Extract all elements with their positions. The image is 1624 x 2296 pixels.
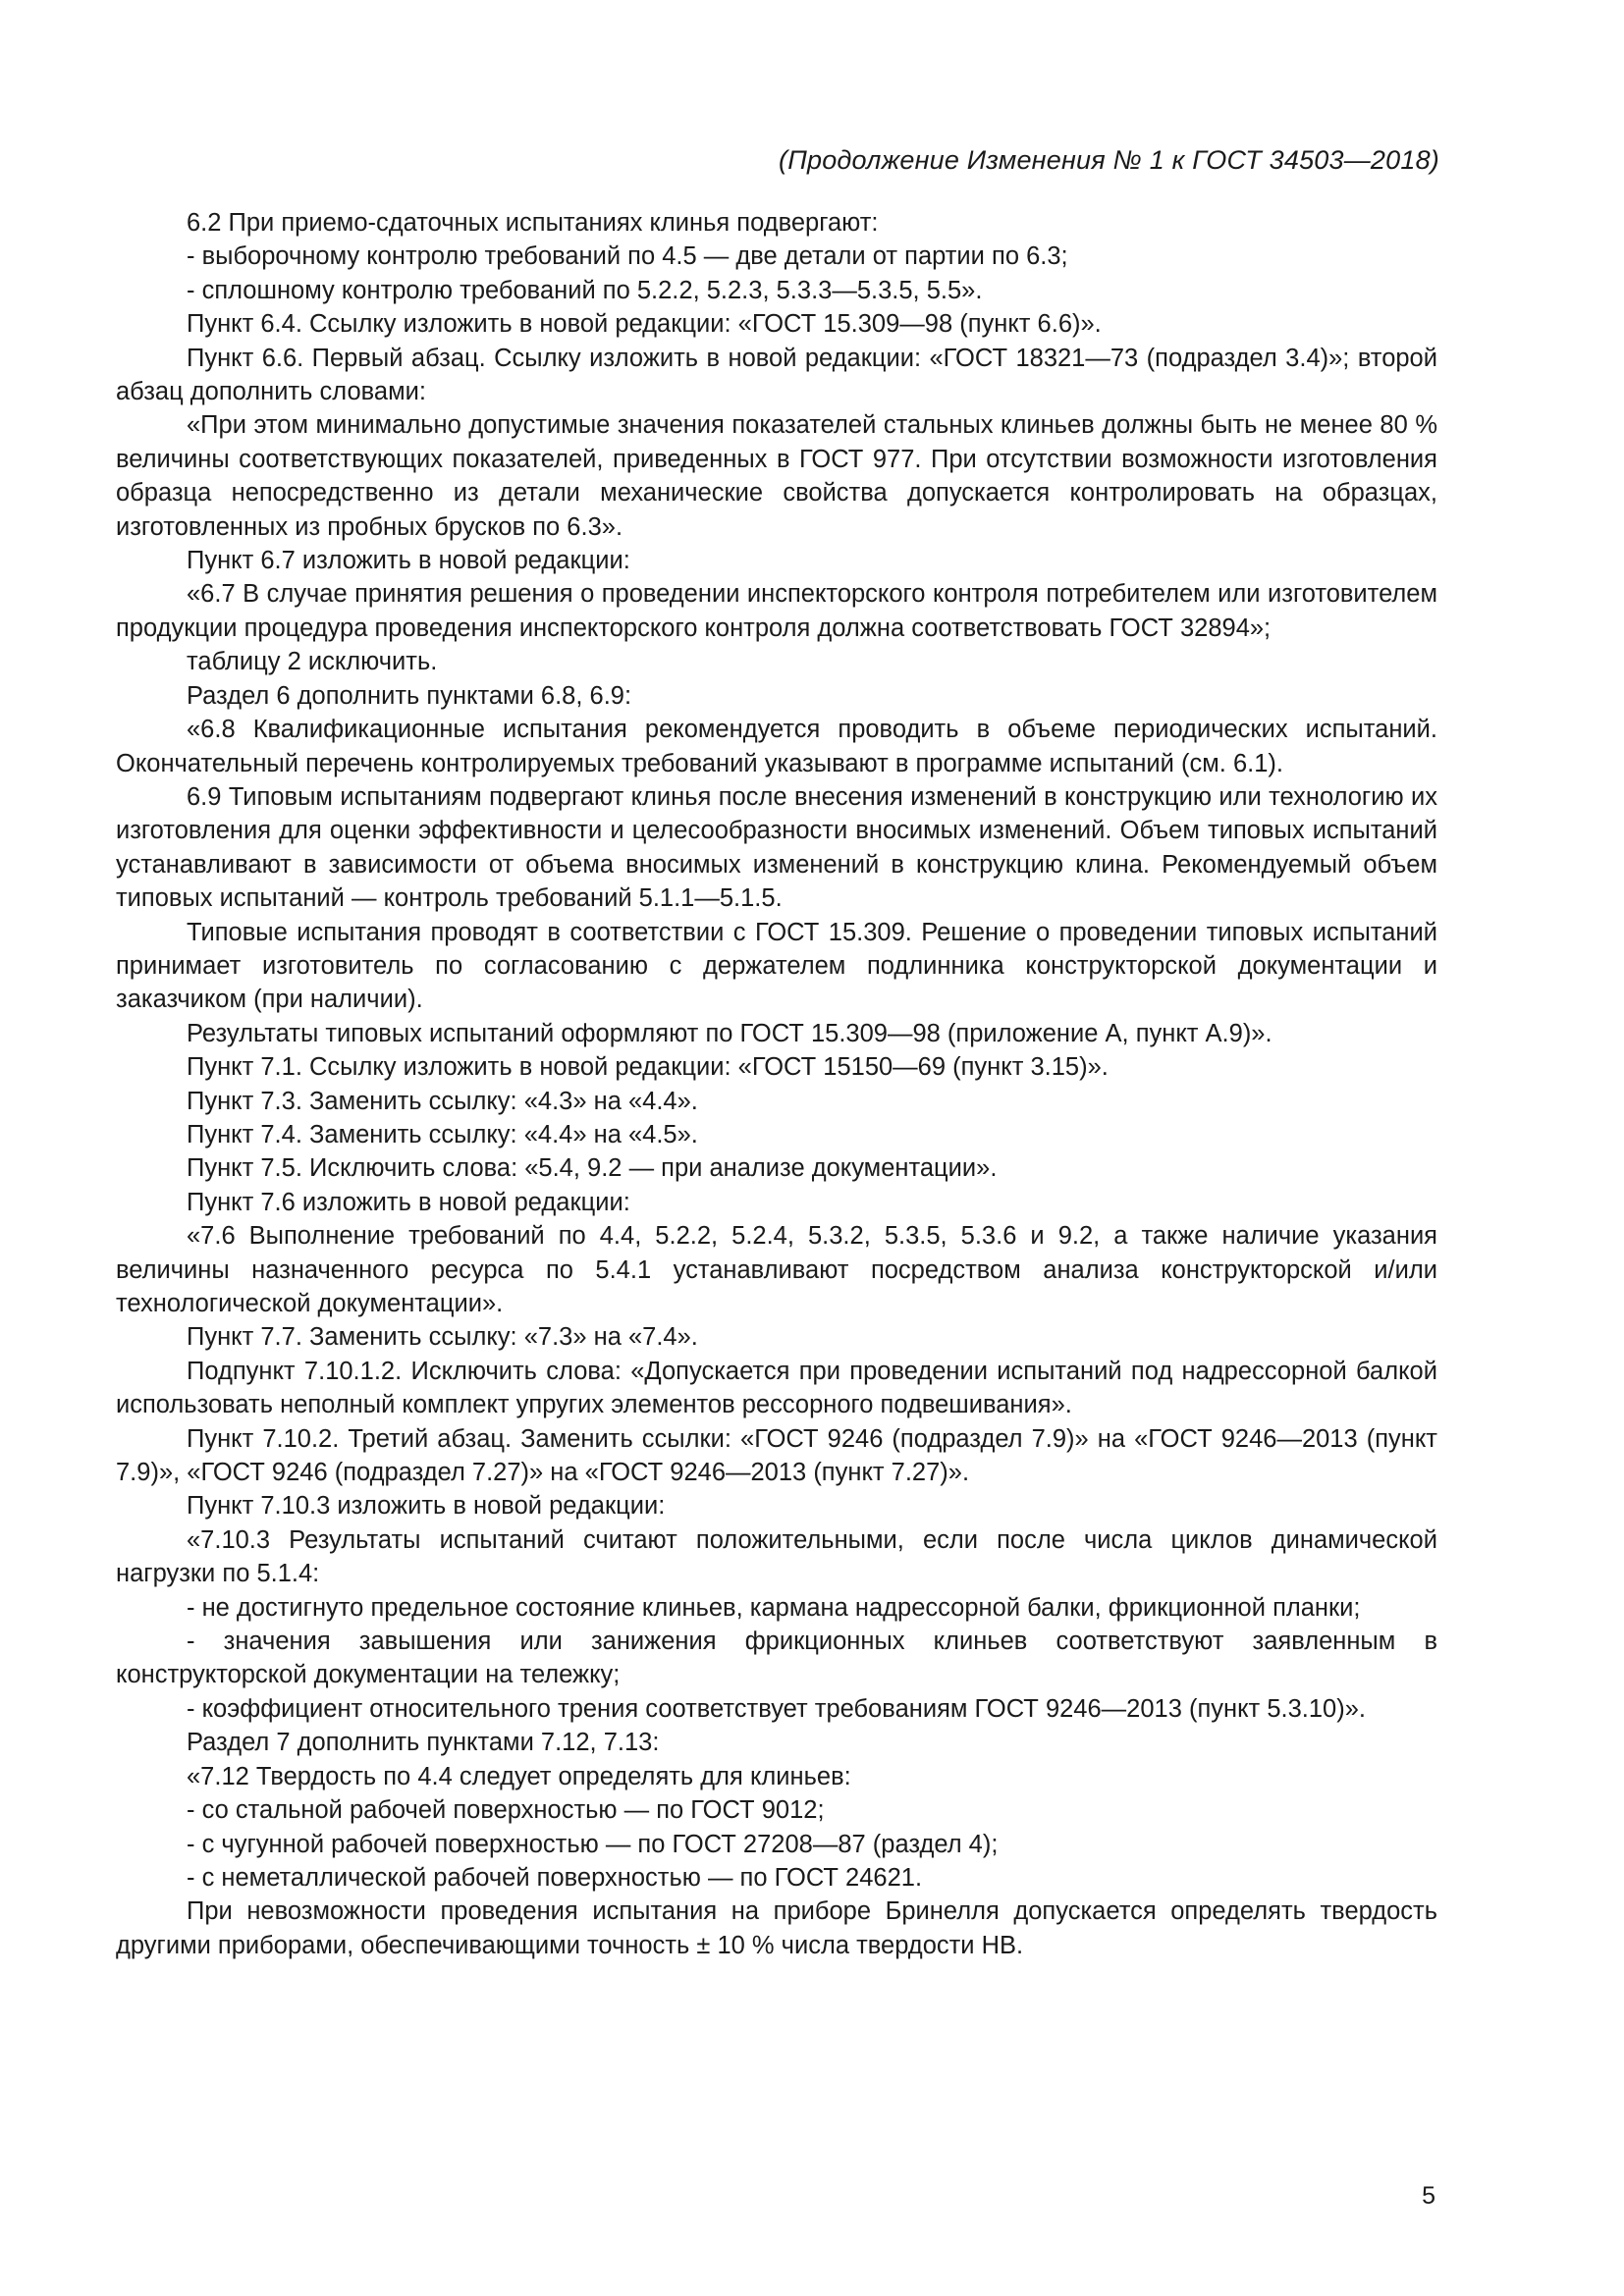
paragraph: «7.10.3 Результаты испытаний считают положительными, если после числа циклов динамической нагрузки по 5.1.4: bbox=[116, 1525, 1437, 1588]
running-header: (Продолжение Изменения № 1 к ГОСТ 34503—2018) bbox=[779, 145, 1439, 175]
paragraph: Пункт 7.1. Ссылку изложить в новой редакции: «ГОСТ 15150—69 (пункт 3.15)». bbox=[187, 1053, 1109, 1082]
paragraph: - с неметаллической рабочей поверхностью — по ГОСТ 24621. bbox=[187, 1863, 923, 1892]
paragraph: Типовые испытания проводят в соответствии с ГОСТ 15.309. Решение о проведении типовых испытаний принимает изготовитель по согласованию с держателем подлинника конструкторской документации и заказчиком (при наличии). bbox=[116, 918, 1437, 1014]
paragraph: Пункт 7.3. Заменить ссылку: «4.3» на «4.4». bbox=[187, 1087, 698, 1115]
paragraph: «6.7 В случае принятия решения о проведении инспекторского контроля потребителем или изготовителем продукции процедура проведения инспекторского контроля должна соответствовать ГОСТ 32894»; bbox=[116, 580, 1437, 642]
paragraph: «7.6 Выполнение требований по 4.4, 5.2.2, 5.2.4, 5.3.2, 5.3.5, 5.3.6 и 9.2, а также наличие указания величины назначенного ресурса по 5.4.1 устанавливают посредством анализа конструкторской и/или технологической документации». bbox=[116, 1222, 1437, 1317]
paragraph: - коэффициент относительного трения соответствует требованиям ГОСТ 9246—2013 (пункт 5.3.10)». bbox=[187, 1694, 1366, 1723]
paragraph: - сплошному контролю требований по 5.2.2, 5.2.3, 5.3.3—5.3.5, 5.5». bbox=[187, 276, 983, 304]
paragraph: - значения завышения или занижения фрикционных клиньев соответствуют заявленным в конструкторской документации на тележку; bbox=[116, 1628, 1437, 1689]
paragraph: Пункт 6.6. Первый абзац. Ссылку изложить в новой редакции: «ГОСТ 18321—73 (подраздел 3.4)»; второй абзац дополнить словами: bbox=[116, 344, 1437, 406]
paragraph: «6.8 Квалификационные испытания рекомендуется проводить в объеме периодических испытаний. Окончательный перечень контролируемых требований указывают в программе испытаний (см. 6.1). bbox=[116, 716, 1437, 777]
paragraph: Раздел 7 дополнить пунктами 7.12, 7.13: bbox=[187, 1729, 660, 1757]
paragraph: Пункт 7.4. Заменить ссылку: «4.4» на «4.5». bbox=[187, 1120, 698, 1148]
paragraph: - выборочному контролю требований по 4.5 — две детали от партии по 6.3; bbox=[187, 242, 1068, 271]
paragraph: Результаты типовых испытаний оформляют по ГОСТ 15.309—98 (приложение А, пункт А.9)». bbox=[187, 1019, 1272, 1047]
paragraph: «При этом минимально допустимые значения показателей стальных клиньев должны быть не менее 80 % величины соответствующих показателей, приведенных в ГОСТ 977. При отсутствии возможности изготовления образца непосредственно из детали механические свойства допускается контролировать на образцах, изготовленных из пробных брусков по 6.3». bbox=[116, 411, 1437, 541]
paragraph: Пункт 7.5. Исключить слова: «5.4, 9.2 — при анализе документации». bbox=[187, 1154, 998, 1183]
paragraph: 6.9 Типовым испытаниям подвергают клинья после внесения изменений в конструкцию или технологию их изготовления для оценки эффективности и целесообразности вносимых изменений. Объем типовых испытаний устанавливают в зависимости от объема вносимых изменений в конструкцию клина. Рекомендуемый объем типовых испытаний — контроль требований 5.1.1—5.1.5. bbox=[116, 782, 1437, 913]
paragraph: - со стальной рабочей поверхностью — по ГОСТ 9012; bbox=[187, 1796, 825, 1825]
paragraph: Пункт 7.10.2. Третий абзац. Заменить ссылки: «ГОСТ 9246 (подраздел 7.9)» на «ГОСТ 9246—2013 (пункт 7.9)», «ГОСТ 9246 (подраздел 7.27)» на «ГОСТ 9246—2013 (пункт 7.27)». bbox=[116, 1424, 1437, 1487]
paragraph: таблицу 2 исключить. bbox=[187, 648, 438, 676]
paragraph: Пункт 7.10.3 изложить в новой редакции: bbox=[187, 1492, 666, 1521]
paragraph: «7.12 Твердость по 4.4 следует определять для клиньев: bbox=[187, 1762, 851, 1790]
paragraph: Раздел 6 дополнить пунктами 6.8, 6.9: bbox=[187, 681, 632, 710]
paragraph: Подпункт 7.10.1.2. Исключить слова: «Допускается при проведении испытаний под надрессорной балкой использовать неполный комплект упругих элементов рессорного подвешивания». bbox=[116, 1357, 1437, 1419]
body-text bbox=[116, 206, 1437, 1962]
paragraph: Пункт 6.7 изложить в новой редакции: bbox=[187, 547, 630, 575]
paragraph: При невозможности проведения испытания на приборе Бринелля допускается определять твердость другими приборами, обеспечивающими точность ± 10 % числа твердости НВ. bbox=[116, 1897, 1437, 1959]
paragraph: - с чугунной рабочей поверхностью — по ГОСТ 27208—87 (раздел 4); bbox=[187, 1830, 999, 1858]
page-number: 5 bbox=[1422, 2182, 1435, 2210]
paragraph: Пункт 7.7. Заменить ссылку: «7.3» на «7.4». bbox=[187, 1323, 698, 1352]
paragraph: - не достигнуто предельное состояние клиньев, кармана надрессорной балки, фрикционной планки; bbox=[187, 1593, 1361, 1622]
paragraph: Пункт 6.4. Ссылку изложить в новой редакции: «ГОСТ 15.309—98 (пункт 6.6)». bbox=[187, 310, 1102, 339]
paragraph: Пункт 7.6 изложить в новой редакции: bbox=[187, 1188, 630, 1216]
paragraph: 6.2 При приемо-сдаточных испытаниях клинья подвергают: bbox=[187, 209, 879, 237]
